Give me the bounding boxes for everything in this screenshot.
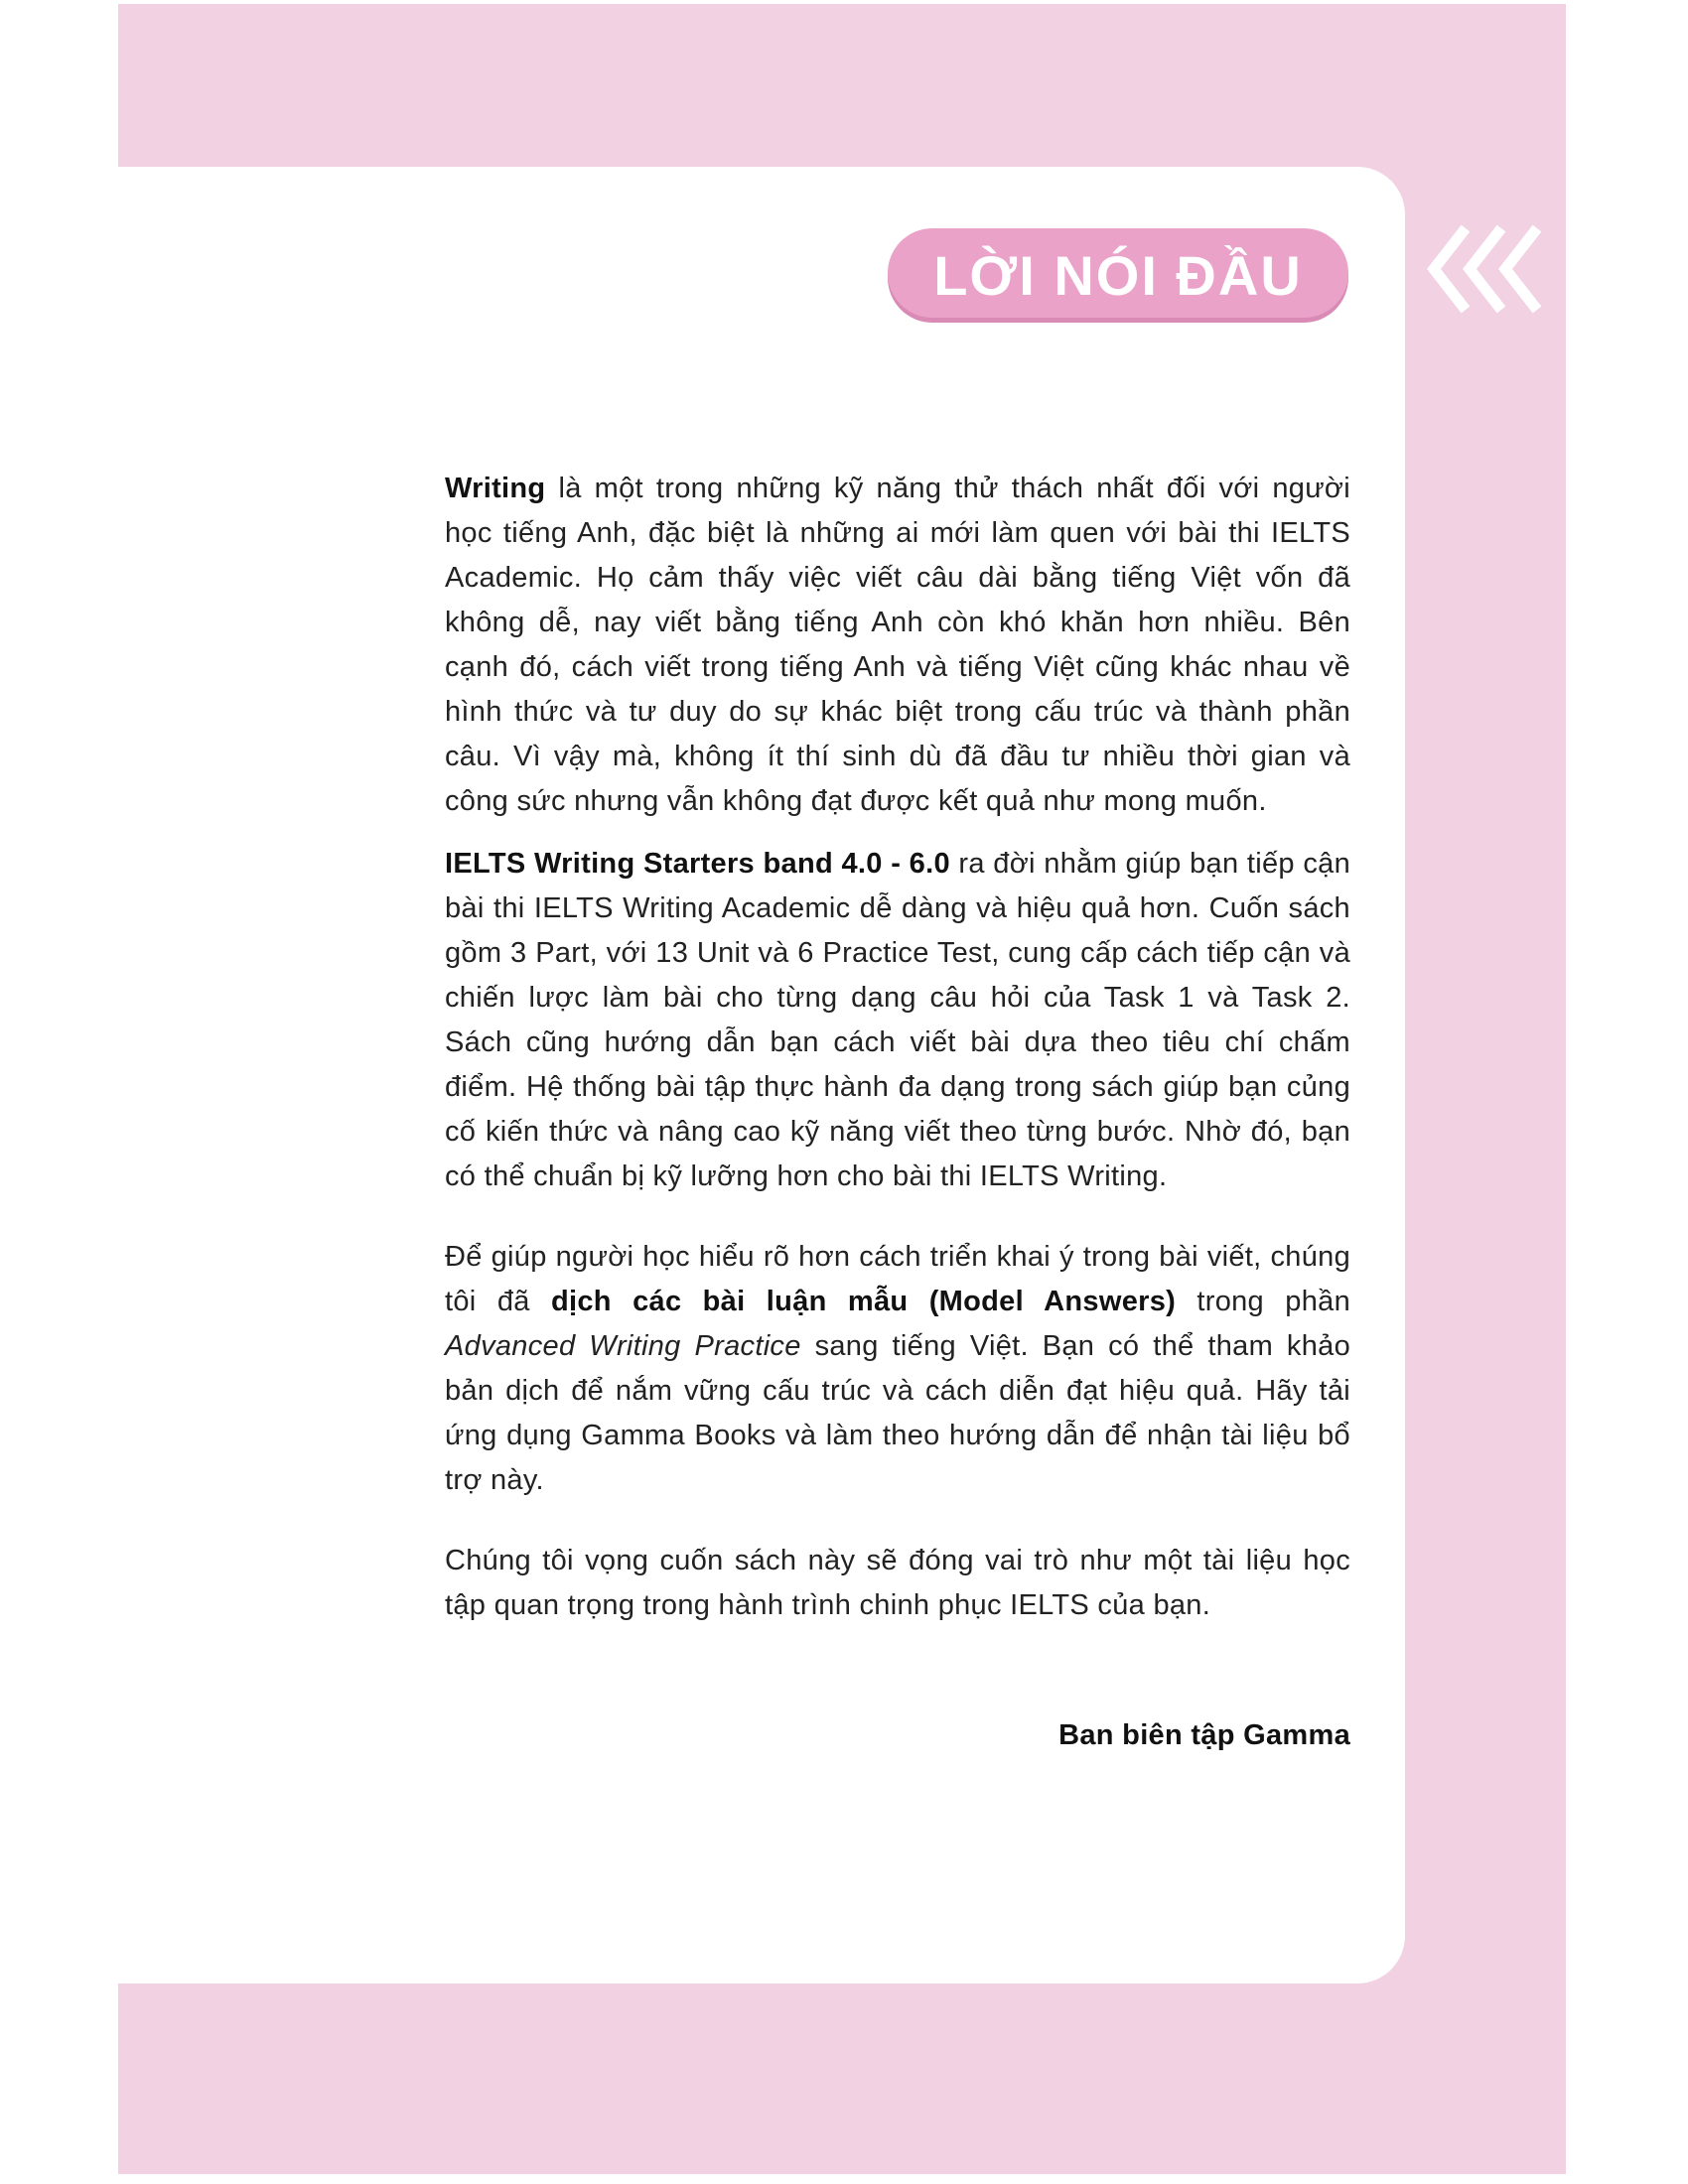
paragraph-1	[445, 467, 1350, 824]
signature: Ban biên tập Gamma	[1058, 1719, 1350, 1751]
page-title: LỜI NÓI ĐẦU	[933, 243, 1303, 307]
paragraph-1-lead: Writing	[445, 473, 546, 504]
paragraph-2	[445, 842, 1350, 1199]
title-banner	[888, 228, 1348, 318]
paragraph-3-part1: Để giúp người học hiểu rõ hơn cách triển khai ý trong bài viết, chúng tôi đã	[445, 1241, 1350, 1317]
double-chevron-left-icon	[1426, 222, 1541, 316]
paragraph-4-text: Chúng tôi vọng cuốn sách này sẽ đóng vai trò như một tài liệu học tập quan trọng trong hành trình chinh phục IELTS của bạn.	[445, 1545, 1350, 1621]
paragraph-2-lead: IELTS Writing Starters band 4.0 - 6.0	[445, 848, 950, 880]
paragraph-3-part3: sang tiếng Việt. Bạn có thể tham khảo bản dịch để nắm vững cấu trúc và cách diễn đạt hiệu quả. Hãy tải ứng dụng Gamma Books và làm theo hướng dẫn để nhận tài liệu bổ trợ này.	[445, 1330, 1351, 1496]
paragraph-3	[445, 1235, 1350, 1503]
paragraph-4	[445, 1539, 1350, 1628]
preface-body	[445, 467, 1350, 1646]
paragraph-2-text: ra đời nhằm giúp bạn tiếp cận bài thi IELTS Writing Academic dễ dàng và hiệu quả hơn. Cuốn sách gồm 3 Part, với 13 Unit và 6 Practice Test, cung cấp cách tiếp cận và chiến lược làm bài cho từng dạng câu hỏi của Task 1 và Task 2. Sách cũng hướng dẫn bạn cách viết bài dựa theo tiêu chí chấm điểm. Hệ thống bài tập thực hành đa dạng trong sách giúp bạn củng cố kiến thức và nâng cao kỹ năng viết theo từng bước. Nhờ đó, bạn có thể chuẩn bị kỹ lưỡng hơn cho bài thi IELTS Writing.	[445, 848, 1351, 1192]
paragraph-1-text: là một trong những kỹ năng thử thách nhất đối với người học tiếng Anh, đặc biệt là những ai mới làm quen với bài thi IELTS Academic. Họ cảm thấy việc viết câu dài bằng tiếng Việt vốn đã không dễ, nay viết bằng tiếng Anh còn khó khăn hơn nhiều. Bên cạnh đó, cách viết trong tiếng Anh và tiếng Việt cũng khác nhau về hình thức và tư duy do sự khác biệt trong cấu trúc và thành phần câu. Vì vậy mà, không ít thí sinh dù đã đầu tư nhiều thời gian và công sức nhưng vẫn không đạt được kết quả như mong muốn.	[445, 473, 1350, 817]
paragraph-3-italic: Advanced Writing Practice	[445, 1330, 801, 1362]
paragraph-3-part2: trong phần	[1176, 1286, 1350, 1317]
paragraph-3-bold: dịch các bài luận mẫu (Model Answers)	[550, 1286, 1177, 1317]
